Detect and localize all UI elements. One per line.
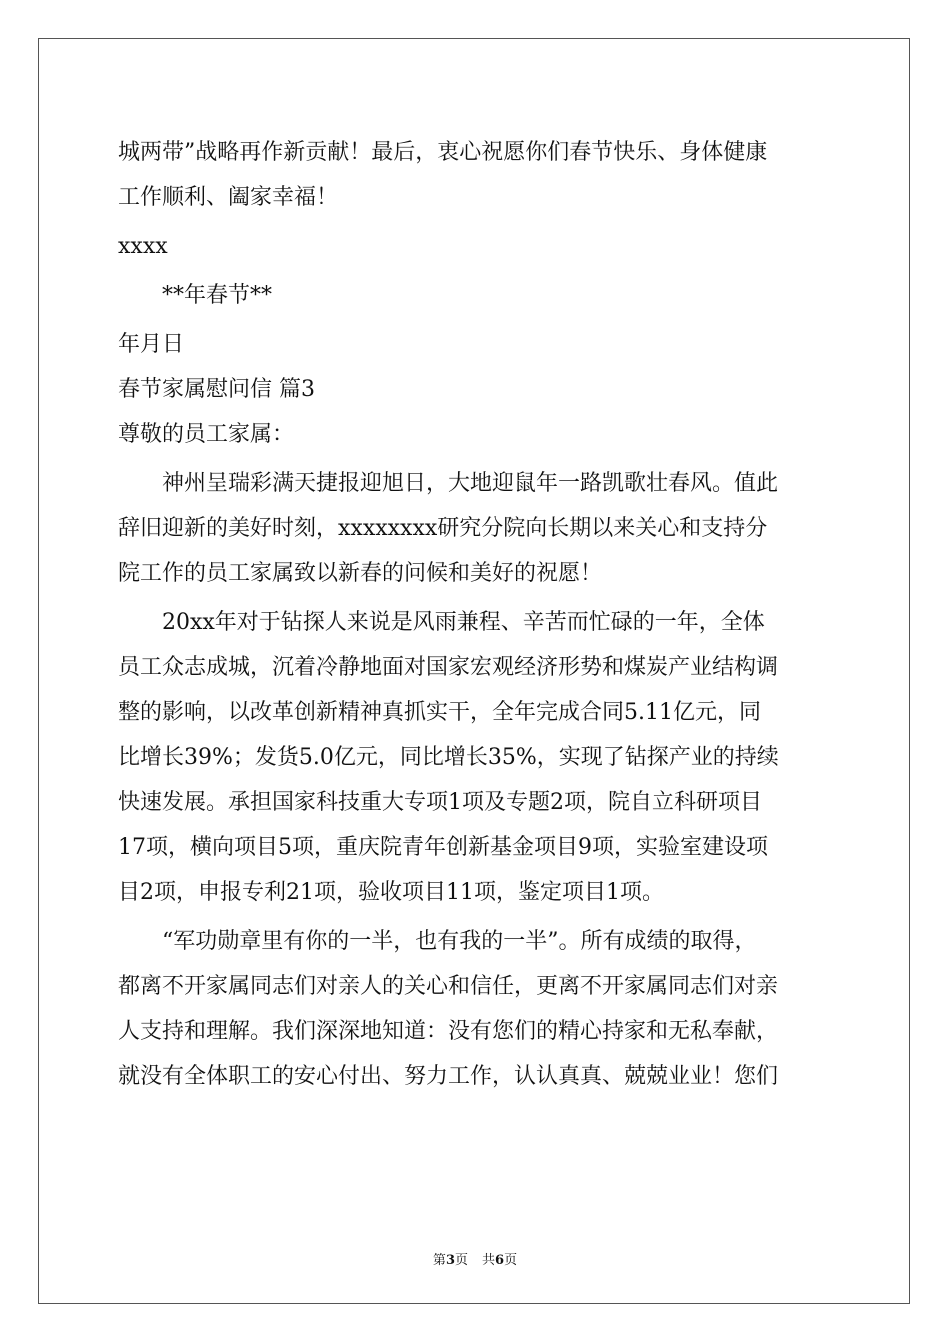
signature-name: xxxx — [118, 234, 168, 259]
signature-date-line: **年春节** — [162, 283, 273, 308]
text-line: 就没有全体职工的安心付出、努力工作，认认真真、兢兢业业！您们 — [118, 1064, 779, 1089]
text-line: 神州呈瑞彩满天捷报迎旭日，大地迎鼠年一路凯歌壮春风。值此 — [162, 471, 779, 496]
paragraph-thanks — [118, 919, 834, 1099]
text-line: 辞旧迎新的美好时刻，xxxxxxxx研究分院向长期以来关心和支持分 — [118, 516, 768, 541]
paragraph-closing — [118, 130, 834, 220]
text-line: “军功勋章里有你的一半，也有我的一半”。所有成绩的取得， — [162, 929, 757, 954]
total-page-number: 6 — [495, 1253, 505, 1268]
total-prefix: 共 — [482, 1253, 496, 1268]
text-line: 院工作的员工家属致以新春的问候和美好的祝愿！ — [118, 561, 603, 586]
total-suffix: 页 — [504, 1253, 518, 1268]
text-line: 17项，横向项目5项，重庆院青年创新基金项目9项，实验室建设项 — [118, 835, 768, 860]
text-line: 目2项，申报专利21项，验收项目11项，鉴定项目1项。 — [118, 880, 664, 905]
text-line: 快速发展。承担国家科技重大专项1项及专题2项，院自立科研项目 — [118, 790, 762, 815]
date-placeholder: 年月日 — [118, 332, 185, 357]
text-line: 比增长39%；发货5.0亿元，同比增长35%，实现了钻探产业的持续 — [118, 745, 779, 770]
paragraph-achievements — [118, 600, 834, 915]
current-page-number: 3 — [445, 1253, 455, 1268]
page-prefix: 第 — [432, 1253, 446, 1268]
text-line: 20xx年对于钻探人来说是风雨兼程、辛苦而忙碌的一年，全体 — [162, 610, 765, 635]
document-body — [118, 130, 834, 1099]
section-title: 春节家属慰问信 篇3 — [118, 377, 315, 402]
paragraph-greeting — [118, 461, 834, 596]
page-footer — [0, 1249, 950, 1268]
page-suffix: 页 — [454, 1253, 468, 1268]
text-line: 工作顺利、阖家幸福！ — [118, 185, 339, 210]
salutation: 尊敬的员工家属： — [118, 422, 295, 447]
text-line: 整的影响，以改革创新精神真抓实干，全年完成合同5.11亿元，同 — [118, 700, 761, 725]
text-line: 城两带”战略再作新贡献！最后，衷心祝愿你们春节快乐、身体健康 — [118, 140, 768, 165]
text-line: 员工众志成城，沉着冷静地面对国家宏观经济形势和煤炭产业结构调 — [118, 655, 779, 680]
text-line: 都离不开家属同志们对亲人的关心和信任，更离不开家属同志们对亲 — [118, 974, 779, 999]
text-line: 人支持和理解。我们深深地知道：没有您们的精心持家和无私奉献， — [118, 1019, 779, 1044]
